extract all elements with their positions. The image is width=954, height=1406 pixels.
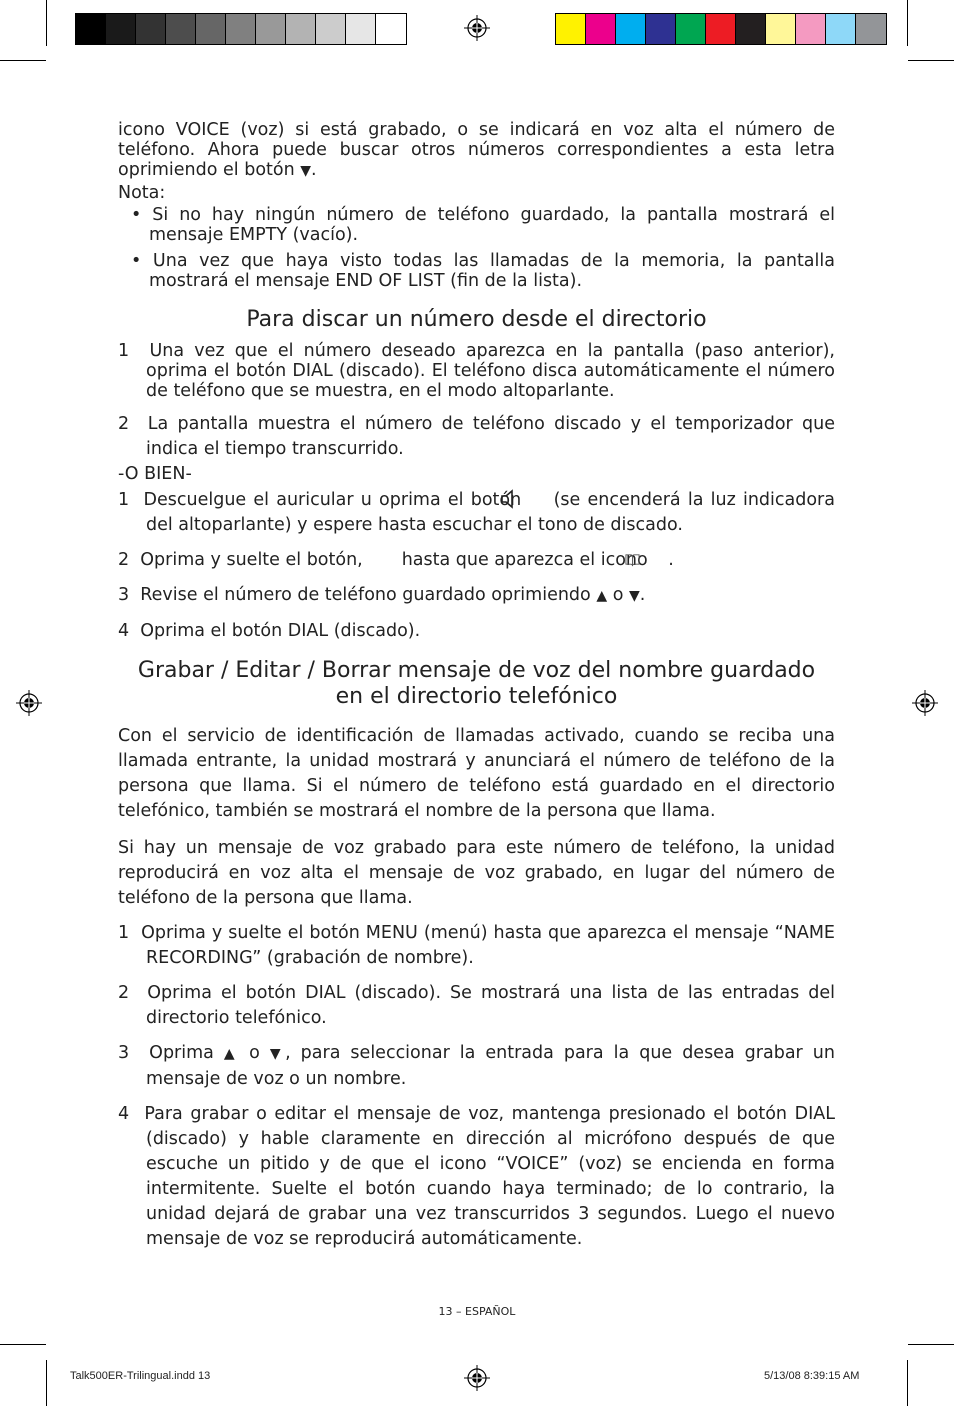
down-arrow-icon: ▼ <box>269 1046 286 1062</box>
color-swatch <box>676 14 706 44</box>
list-item: 4 Para grabar o editar el mensaje de voz, mantenga presionado el botón DIAL (discado) y hable claramente en dirección al micrófono después de que escuche un pitido y de que el icono “VOICE” (voz) se encienda en forma intermitente. Suelte el botón cuando haya terminado; de lo contrario, la unidad dejará de grabar una vez transcurridos 3 segundos. Luego el nuevo mensaje de voz se reproducirá automáticamente. <box>118 1104 835 1249</box>
crop-mark <box>908 60 954 61</box>
color-swatch <box>106 14 136 44</box>
date-slug: 5/13/08 8:39:15 AM <box>764 1370 860 1382</box>
color-swatch <box>166 14 196 44</box>
crop-mark <box>907 1360 908 1406</box>
list-item: 1 Oprima y suelte el botón MENU (menú) hasta que aparezca el mensaje “NAME RECORDING” (grabación de nombre). <box>118 923 835 968</box>
color-swatch <box>616 14 646 44</box>
crop-mark <box>0 1344 46 1345</box>
color-swatch <box>346 14 376 44</box>
list-item: • Si no hay ningún número de teléfono guardado, la pantalla mostrará el mensaje EMPTY (vacío). <box>131 205 835 245</box>
crop-mark <box>46 1360 47 1406</box>
list-item: 2 Oprima el botón DIAL (discado). Se mostrará una lista de las entradas del directorio telefónico. <box>118 983 835 1028</box>
down-arrow-icon: ▼ <box>629 588 640 604</box>
intro-paragraph: icono VOICE (voz) si está grabado, o se indicará en voz alta el número de teléfono. Ahora puede buscar otros números correspondientes a esta letra oprimiendo el botón ▼. <box>118 120 835 180</box>
or-separator: -O BIEN- <box>118 464 192 484</box>
color-swatch <box>256 14 286 44</box>
body-paragraph: Si hay un mensaje de voz grabado para este número de teléfono, la unidad reproducirá en voz alta el mensaje de voz grabado, en lugar del número de teléfono de la persona que llama. <box>118 838 835 908</box>
color-swatch <box>376 14 406 44</box>
file-slug: Talk500ER-Trilingual.indd 13 <box>70 1370 211 1382</box>
registration-mark-icon <box>464 1365 490 1391</box>
registration-mark-icon <box>464 15 490 41</box>
section-title: Grabar / Editar / Borrar mensaje de voz del nombre guardado en el directorio telefónico <box>137 658 816 709</box>
page-content <box>118 120 835 1252</box>
down-arrow-icon: ▼ <box>300 163 312 179</box>
speaker-icon <box>528 489 546 509</box>
color-swatch <box>706 14 736 44</box>
list-item: • Una vez que haya visto todas las llamadas de la memoria, la pantalla mostrará el mensaje END OF LIST (fin de la lista). <box>131 251 835 291</box>
color-swatch <box>766 14 796 44</box>
color-swatch <box>826 14 856 44</box>
registration-mark-icon <box>912 690 938 716</box>
body-paragraph: Con el servicio de identificación de llamadas activado, cuando se reciba una llamada entrante, la unidad mostrará y anunciará el número de teléfono de la persona que llama. Si el número de teléfono está guardado en el directorio telefónico, también se mostrará el nombre de la persona que llama. <box>118 726 835 821</box>
list-item: 3 Revise el número de teléfono guardado oprimiendo ▲ o ▼. <box>118 585 646 605</box>
crop-mark <box>0 60 46 61</box>
color-swatch <box>76 14 106 44</box>
list-item: 2 La pantalla muestra el número de teléfono discado y el temporizador que indica el tiempo transcurrido. <box>118 414 835 459</box>
note-label: Nota: <box>118 183 166 203</box>
list-item: 3 Oprima ▲ o ▼, para seleccionar la entrada para la que desea grabar un mensaje de voz o un nombre. <box>118 1043 835 1089</box>
grayscale-bar <box>75 13 407 45</box>
crop-mark <box>907 0 908 46</box>
list-item: 2 Oprima y suelte el botón, hasta que aparezca el icono . <box>118 550 674 570</box>
color-swatch <box>226 14 256 44</box>
book-icon <box>653 550 668 565</box>
registration-mark-icon <box>16 690 42 716</box>
color-swatch <box>316 14 346 44</box>
list-item: 4 Oprima el botón DIAL (discado). <box>118 621 421 641</box>
list-item: 1 Descuelgue el auricular u oprima el botón (se encenderá la luz indicadora del altoparlante) y espere hasta escuchar el tono de discado. <box>118 490 835 535</box>
color-swatch <box>646 14 676 44</box>
crop-mark <box>46 0 47 46</box>
color-swatch <box>196 14 226 44</box>
color-swatch <box>556 14 586 44</box>
up-arrow-icon: ▲ <box>596 588 608 604</box>
color-swatch <box>136 14 166 44</box>
crop-mark <box>908 1344 954 1345</box>
up-arrow-icon: ▲ <box>223 1046 240 1062</box>
color-swatch <box>796 14 826 44</box>
list-item: 1 Una vez que el número deseado aparezca en la pantalla (paso anterior), oprima el botón DIAL (discado). El teléfono disca automáticamente el número de teléfono que se muestra, en el modo altoparlante. <box>118 341 835 401</box>
section-title: Para discar un número desde el directorio <box>246 307 707 332</box>
color-swatch <box>856 14 886 44</box>
color-bar <box>555 13 887 45</box>
color-swatch <box>736 14 766 44</box>
color-swatch <box>586 14 616 44</box>
color-swatch <box>286 14 316 44</box>
page-number: 13 – ESPAÑOL <box>438 1305 516 1318</box>
